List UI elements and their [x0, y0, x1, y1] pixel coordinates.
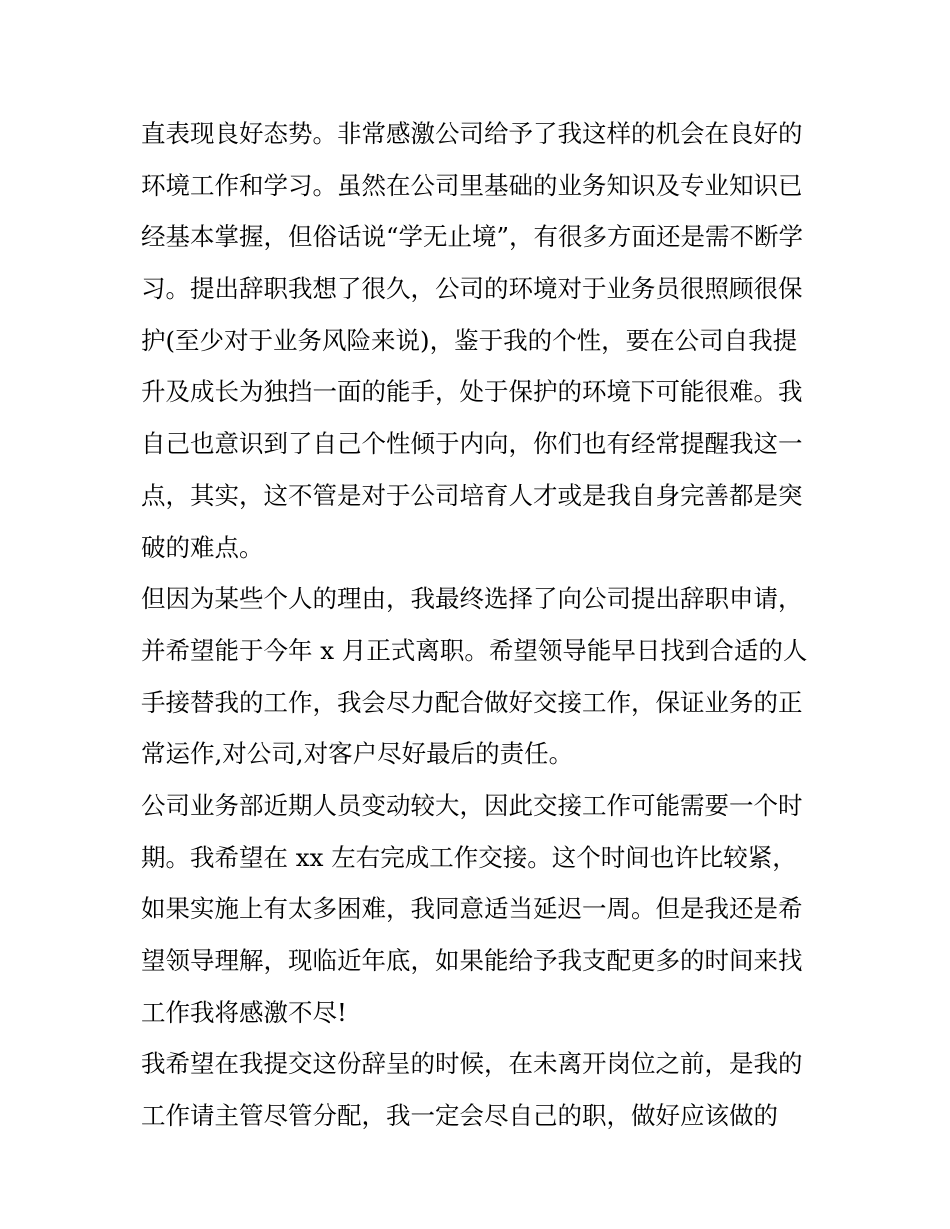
text-line: 点，其实，这不管是对于公司培育人才或是我自身完善都是突 — [141, 480, 803, 510]
text-line: 手接替我的工作，我会尽力配合做好交接工作，保证业务的正 — [141, 687, 803, 717]
text-line: 常运作,对公司,对客户尽好最后的责任。 — [141, 739, 574, 769]
text-line: 环境工作和学习。虽然在公司里基础的业务知识及专业知识已 — [141, 170, 803, 200]
text-line: 期。我希望在 xx 左右完成工作交接。这个时间也许比较紧， — [141, 842, 797, 872]
letter-body — [141, 108, 821, 1142]
text-line: 习。提出辞职我想了很久，公司的环境对于业务员很照顾很保 — [141, 274, 803, 304]
text-line: 直表现良好态势。非常感激公司给予了我这样的机会在良好的 — [141, 119, 803, 148]
text-line: 并希望能于今年 x 月正式离职。希望领导能早日找到合适的人 — [141, 635, 808, 665]
text-line: 公司业务部近期人员变动较大，因此交接工作可能需要一个时 — [141, 790, 803, 820]
text-line: 护(至少对于业务风险来说)，鉴于我的个性，要在公司自我提 — [141, 325, 798, 355]
text-line: 工作我将感激不尽! — [141, 997, 347, 1027]
text-line: 破的难点。 — [141, 532, 264, 562]
text-line: 但因为某些个人的理由，我最终选择了向公司提出辞职申请， — [141, 584, 803, 614]
text-line: 如果实施上有太多困难，我同意适当延迟一周。但是我还是希 — [141, 894, 803, 924]
text-line: 我希望在我提交这份辞呈的时候，在未离开岗位之前，是我的 — [141, 1049, 803, 1079]
text-line: 自己也意识到了自己个性倾于内向，你们也有经常提醒我这一 — [141, 429, 803, 459]
text-line: 经基本掌握，但俗话说“学无止境”，有很多方面还是需不断学 — [141, 222, 804, 252]
text-line: 工作请主管尽管分配，我一定会尽自己的职，做好应该做的 — [141, 1101, 778, 1131]
text-line: 望领导理解，现临近年底，如果能给予我支配更多的时间来找 — [141, 946, 803, 975]
text-line: 升及成长为独挡一面的能手，处于保护的环境下可能很难。我 — [141, 377, 803, 407]
